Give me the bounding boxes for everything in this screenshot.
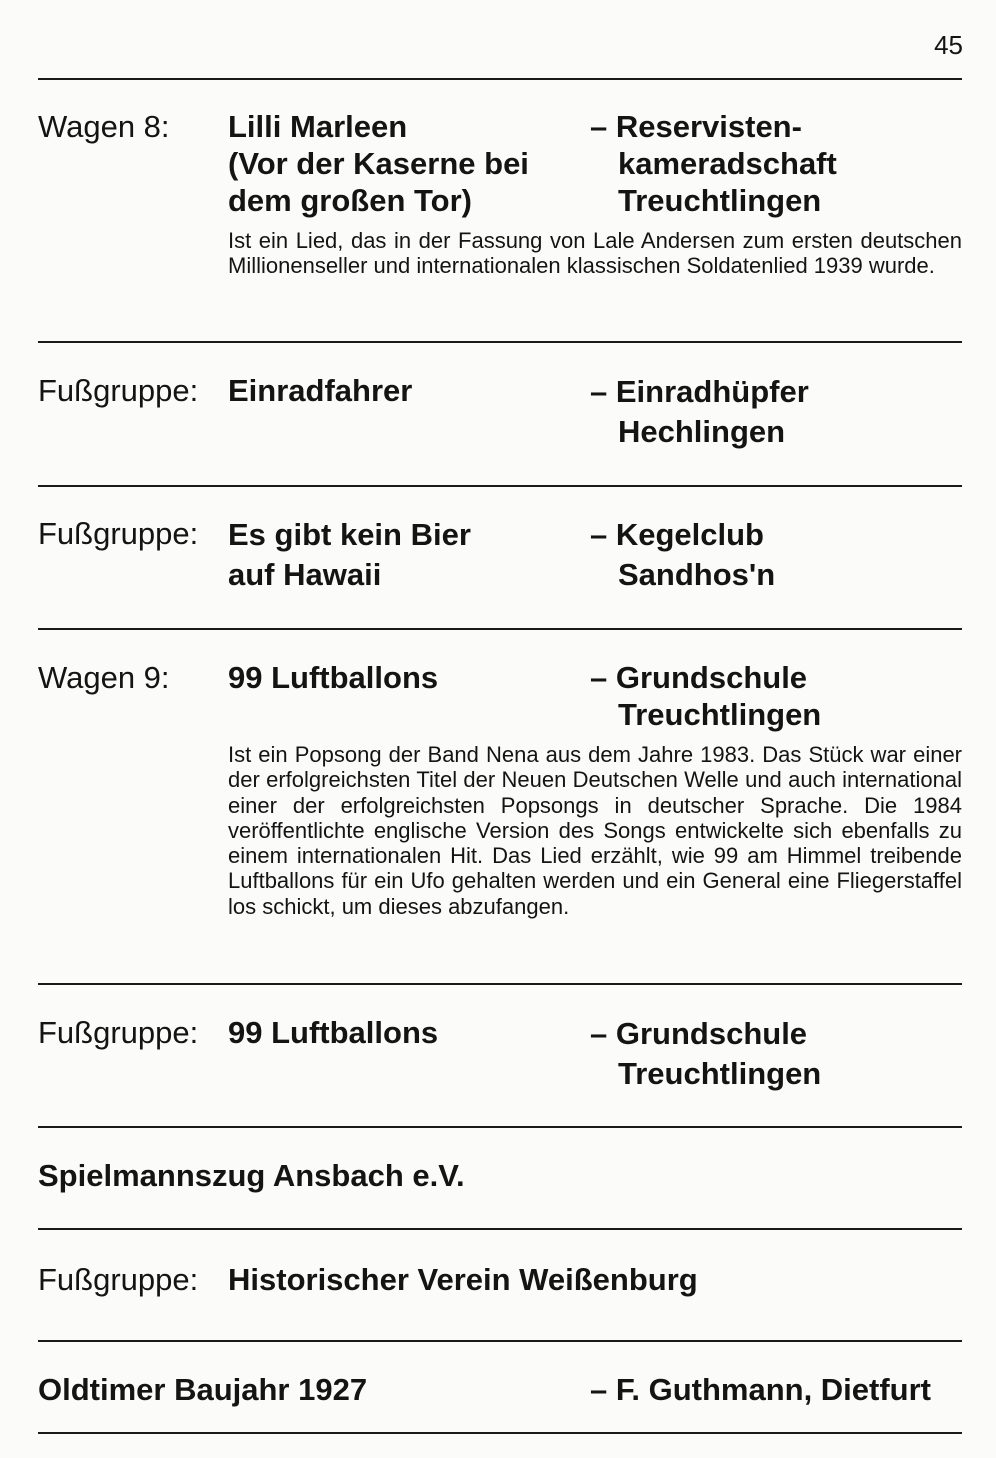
entry-title: 99 Luftballons [228,1015,439,1050]
entry-description: Ist ein Popsong der Band Nena aus dem Jahre 1983. Das Stück war einer der erfolgreichsten Titel der Neuen Deutschen Welle und auch international einer der erfolgreichsten Popsongs in deutscher Sprache. Die 1984 veröffentlichte englische Version des Songs entwickelte sich ebenfalls zu einem internationalen Hit. Das Lied erzählt, wie 99 am Himmel treibende Luftballons für ein Ufo gehalten werden und ein General eine Fliegerstaffel los schickt, um dieses abzufangen. [228,742,962,919]
divider [38,341,962,343]
entry-title: Oldtimer Baujahr 1927 [38,1372,368,1407]
entry-group: – Grundschule Treuchtlingen [590,660,822,732]
divider [38,1432,962,1434]
entry-label: Wagen 8: [38,109,170,144]
entry-label: Fußgruppe: [38,516,199,551]
entry-label: Fußgruppe: [38,373,199,408]
page-number: 45 [934,30,963,60]
entry-label: Wagen 9: [38,660,170,695]
entry-title: Lilli Marleen (Vor der Kaserne bei dem großen Tor) [228,109,529,218]
entry-group: – Einradhüpfer Hechlingen [590,374,809,449]
entry-group: – Grundschule Treuchtlingen [590,1016,822,1091]
divider [38,628,962,630]
entry-label: Fußgruppe: [38,1015,199,1050]
entry-title: 99 Luftballons [228,660,439,695]
divider [38,1228,962,1230]
entry-title: Spielmannszug Ansbach e.V. [38,1158,465,1193]
divider [38,485,962,487]
entry-group: – Kegelclub Sandhos'n [590,517,776,592]
entry-title: Es gibt kein Bier auf Hawaii [228,517,471,592]
divider [38,78,962,80]
divider [38,1126,962,1128]
entry-group: – F. Guthmann, Dietfurt [590,1372,931,1407]
entry-group: – Reservisten- kameradschaft Treuchtlingen [590,109,837,218]
divider [38,1340,962,1342]
entry-description: Ist ein Lied, das in der Fassung von Lale Andersen zum ersten deutschen Millionenseller und internationalen klassischen Soldatenlied 1939 wurde. [228,228,962,279]
entry-title: Historischer Verein Weißenburg [228,1262,698,1297]
divider [38,983,962,985]
entry-title: Einradfahrer [228,373,413,408]
entry-label: Fußgruppe: [38,1262,199,1297]
